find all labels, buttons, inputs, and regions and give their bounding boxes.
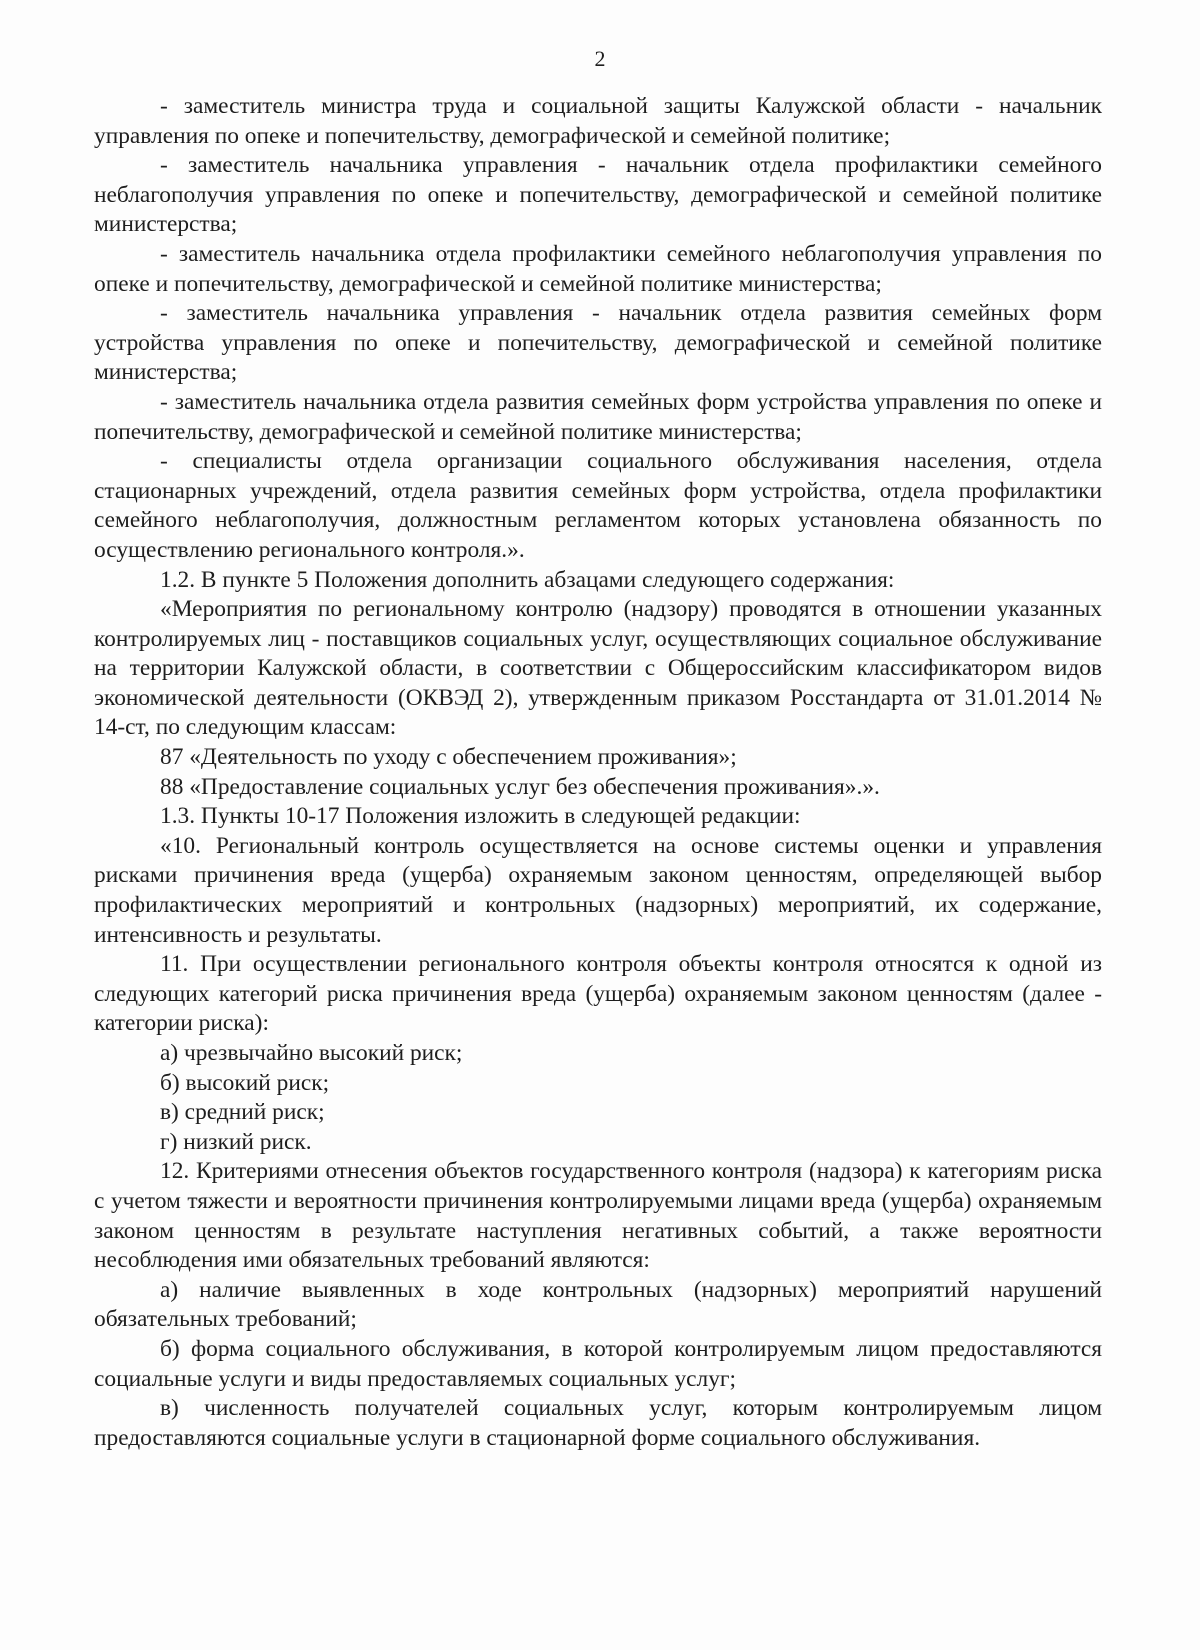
paragraph: «10. Региональный контроль осуществляется на основе системы оценки и управления рисками причинения вреда (ущерба) охраняемым законом ценностям, определяющей выбор профилактических мероприятий и контрольных (надзорных) мероприятий, их содержание, интенсивность и результаты. (94, 832, 1102, 948)
list-item: б) высокий риск; (160, 1069, 330, 1096)
paragraph: а) наличие выявленных в ходе контрольных (надзорных) мероприятий нарушений обязательных требований; (94, 1276, 1102, 1333)
paragraph: - заместитель начальника отдела профилактики семейного неблагополучия управления по опеке и попечительству, демографической и семейной политике министерства; (94, 240, 1102, 297)
paragraph: б) форма социального обслуживания, в которой контролируемым лицом предоставляются социальные услуги и виды предоставляемых социальных услуг; (94, 1335, 1102, 1392)
paragraph: 1.2. В пункте 5 Положения дополнить абзацами следующего содержания: (160, 566, 895, 593)
paragraph: - заместитель министра труда и социальной защиты Калужской области - начальник управления по опеке и попечительству, демографической и семейной политике; (94, 93, 1102, 149)
paragraph: - специалисты отдела организации социального обслуживания населения, отдела стационарных учреждений, отдела развития семейных форм устройства, отдела профилактики семейного неблагополучия, должностным регламентом которых установлена обязанность по осуществлению регионального контроля.». (94, 448, 1102, 563)
document-body (94, 92, 1102, 1453)
list-item: г) низкий риск. (160, 1128, 312, 1155)
paragraph: в) численность получателей социальных услуг, которым контролируемым лицом предоставляются социальные услуги в стационарной форме социального обслуживания. (94, 1395, 1102, 1451)
paragraph: - заместитель начальника управления - начальник отдела профилактики семейного неблагополучия управления по опеке и попечительству, демографической и семейной политике министерства; (94, 152, 1102, 238)
paragraph: 12. Критериями отнесения объектов государственного контроля (надзора) к категориям риска с учетом тяжести и вероятности причинения контролируемыми лицами вреда (ущерба) охраняемым законом ценностям в результате наступления негативных событий, а также вероятности несоблюдения ими обязательных требований являются: (94, 1158, 1102, 1274)
paragraph: 1.3. Пункты 10-17 Положения изложить в следующей редакции: (160, 803, 801, 830)
paragraph: «Мероприятия по региональному контролю (надзору) проводятся в отношении указанных контролируемых лиц - поставщиков социальных услуг, осуществляющих социальное обслуживание на территории Калужской области, в соответствии с Общероссийским классификатором видов экономической деятельности (ОКВЭД 2), утвержденным приказом Росстандарта от 31.01.2014 № 14-ст, по следующим классам: (94, 596, 1102, 741)
list-item: 88 «Предоставление социальных услуг без обеспечения проживания».». (160, 773, 880, 800)
paragraph: 11. При осуществлении регионального контроля объекты контроля относятся к одной из следующих категорий риска причинения вреда (ущерба) охраняемым законом ценностям (далее - категории риска): (94, 951, 1102, 1037)
list-item: а) чрезвычайно высокий риск; (160, 1040, 463, 1066)
paragraph: - заместитель начальника управления - начальник отдела развития семейных форм устройства управления по опеке и попечительству, демографической и семейной политике министерства; (94, 300, 1102, 386)
page-number: 2 (594, 46, 606, 71)
list-item: в) средний риск; (160, 1099, 325, 1126)
list-item: 87 «Деятельность по уходу с обеспечением проживания»; (160, 744, 737, 771)
paragraph: - заместитель начальника отдела развития семейных форм устройства управления по опеке и попечительству, демографической и семейной политике министерства; (94, 388, 1102, 445)
